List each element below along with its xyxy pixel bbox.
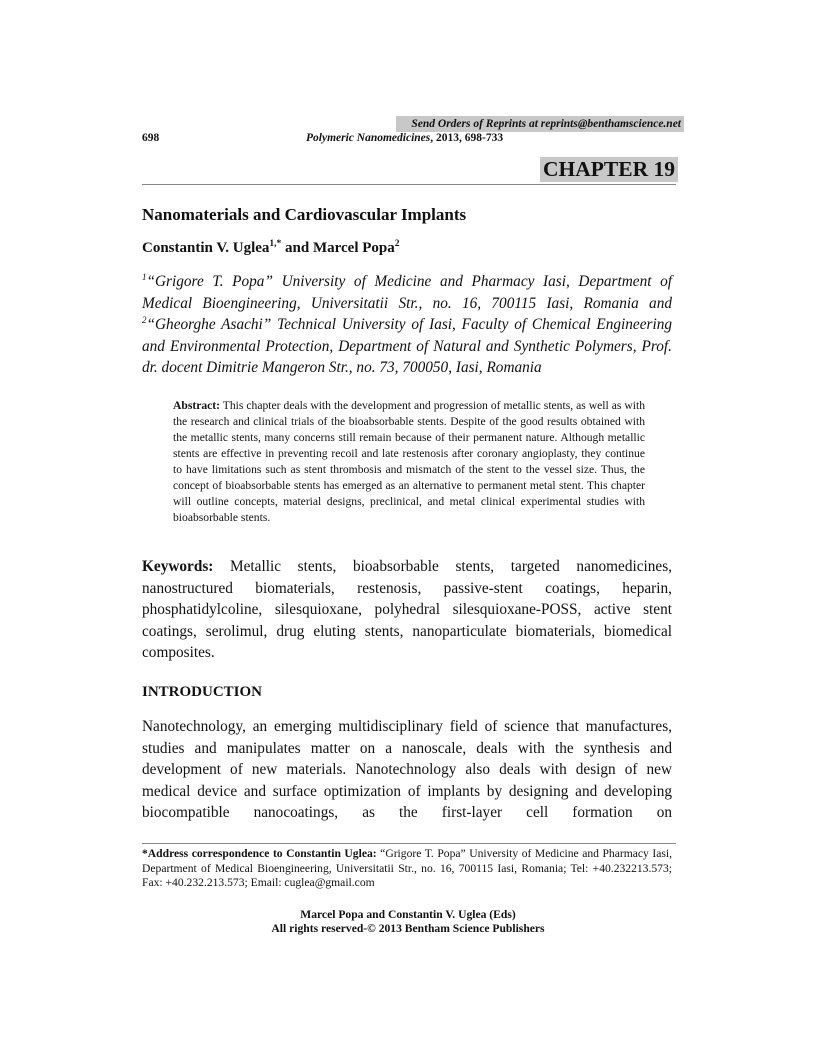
author-line — [142, 239, 400, 257]
affiliations — [142, 271, 672, 379]
abstract — [173, 398, 645, 526]
introduction-paragraph — [142, 716, 672, 846]
affiliation-mark: 1 — [142, 272, 147, 282]
author-name: Constantin V. Uglea — [142, 240, 270, 256]
footnote-text: “Grigore T. Popa” University of Medicine and Pharmacy Iasi, Department of Medical Bioengineering, Universitatii Str., no. 16, 700115 Iasi, Romania; Tel: +40.232213.573; Fax: +40.232.213.573; Email: cuglea@gmail.com — [142, 847, 673, 889]
article-title: Nanomaterials and Cardiovascular Implants — [142, 205, 467, 224]
author-connector: and — [281, 240, 313, 256]
footnote-label: *Address correspondence to Constantin Uglea: — [142, 847, 377, 860]
abstract-text: This chapter deals with the development and progression of metallic stents, as well as with the research and clinical trials of the bioabsorbable stents. Despite of the good results obtained with the metallic stents, many concerns still remain because of their permanent nature. Although metallic stents are effective in preventing recoil and late restenosis after coronary angioplasty, they continue to have limitations such as stent thrombosis and mismatch of the stent to the vessel size. Thus, the concept of bioabsorbable stents has emerged as an alternative to permanent metal stent. This chapter will outline concepts, material designs, preclinical, and metal clinical experimental studies with bioabsorbable stents. — [173, 399, 645, 524]
editors-line: Marcel Popa and Constantin V. Uglea (Eds) — [300, 908, 516, 921]
abstract-label: Abstract: — [173, 399, 221, 412]
keywords-label: Keywords: — [142, 558, 214, 575]
page-number: 698 — [142, 132, 160, 144]
journal-title: Polymeric Nanomedicines — [306, 132, 431, 144]
affiliation-mark: 2 — [142, 315, 147, 326]
author-affiliation-mark: 2 — [394, 239, 400, 249]
affiliation-text: “Gheorghe Asachi” Technical University of Iasi, Faculty of Chemical Engineering and Environmental Protection, Department of Natural and Synthetic Polymers, Prof. dr. docent Dimitrie Mangeron Str., no. 73, 700050, Iasi, Romania — [142, 316, 672, 377]
author-affiliation-mark: 1,* — [269, 239, 282, 249]
rights-line: All rights reserved-© 2013 Bentham Science Publishers — [271, 922, 545, 935]
affiliation-text: “Grigore T. Popa” University of Medicine and Pharmacy Iasi, Department of Medical Bioengineering, Universitatii Str., no. 16, 700115 Iasi, Romania and — [142, 273, 672, 312]
chapter-label: CHAPTER 19 — [540, 157, 678, 182]
reprint-notice: Send Orders of Reprints at reprints@benthamscience.net — [396, 116, 684, 132]
introduction-text: Nanotechnology, an emerging multidisciplinary field of science that manufactures, studies and manipulates matter on a nanoscale, deals with the synthesis and development of new materials. Nanotechnology also deals with design of new medical device and surface optimization of implants by designing and developing biocompatible nanocoatings, as the first-layer cell formation on — [142, 718, 672, 822]
journal-citation — [306, 131, 503, 145]
correspondence-footnote — [142, 847, 672, 891]
journal-details: , 2013, 698-733 — [430, 132, 504, 144]
keywords — [142, 556, 672, 664]
section-heading-introduction: INTRODUCTION — [142, 684, 263, 700]
keywords-text: Metallic stents, bioabsorbable stents, targeted nanomedicines, nanostructured biomaterials, restenosis, passive-stent coatings, heparin, phosphatidylcoline, silesquioxane, polyhedral silesquioxane-POSS, active stent coatings, serolimul, drug eluting stents, nanoparticulate biomaterials, biomedical composites. — [142, 558, 672, 662]
header-divider — [142, 184, 676, 185]
author-name: Marcel Popa — [312, 240, 395, 256]
publisher-info — [200, 908, 616, 936]
footnote-divider — [142, 843, 676, 844]
